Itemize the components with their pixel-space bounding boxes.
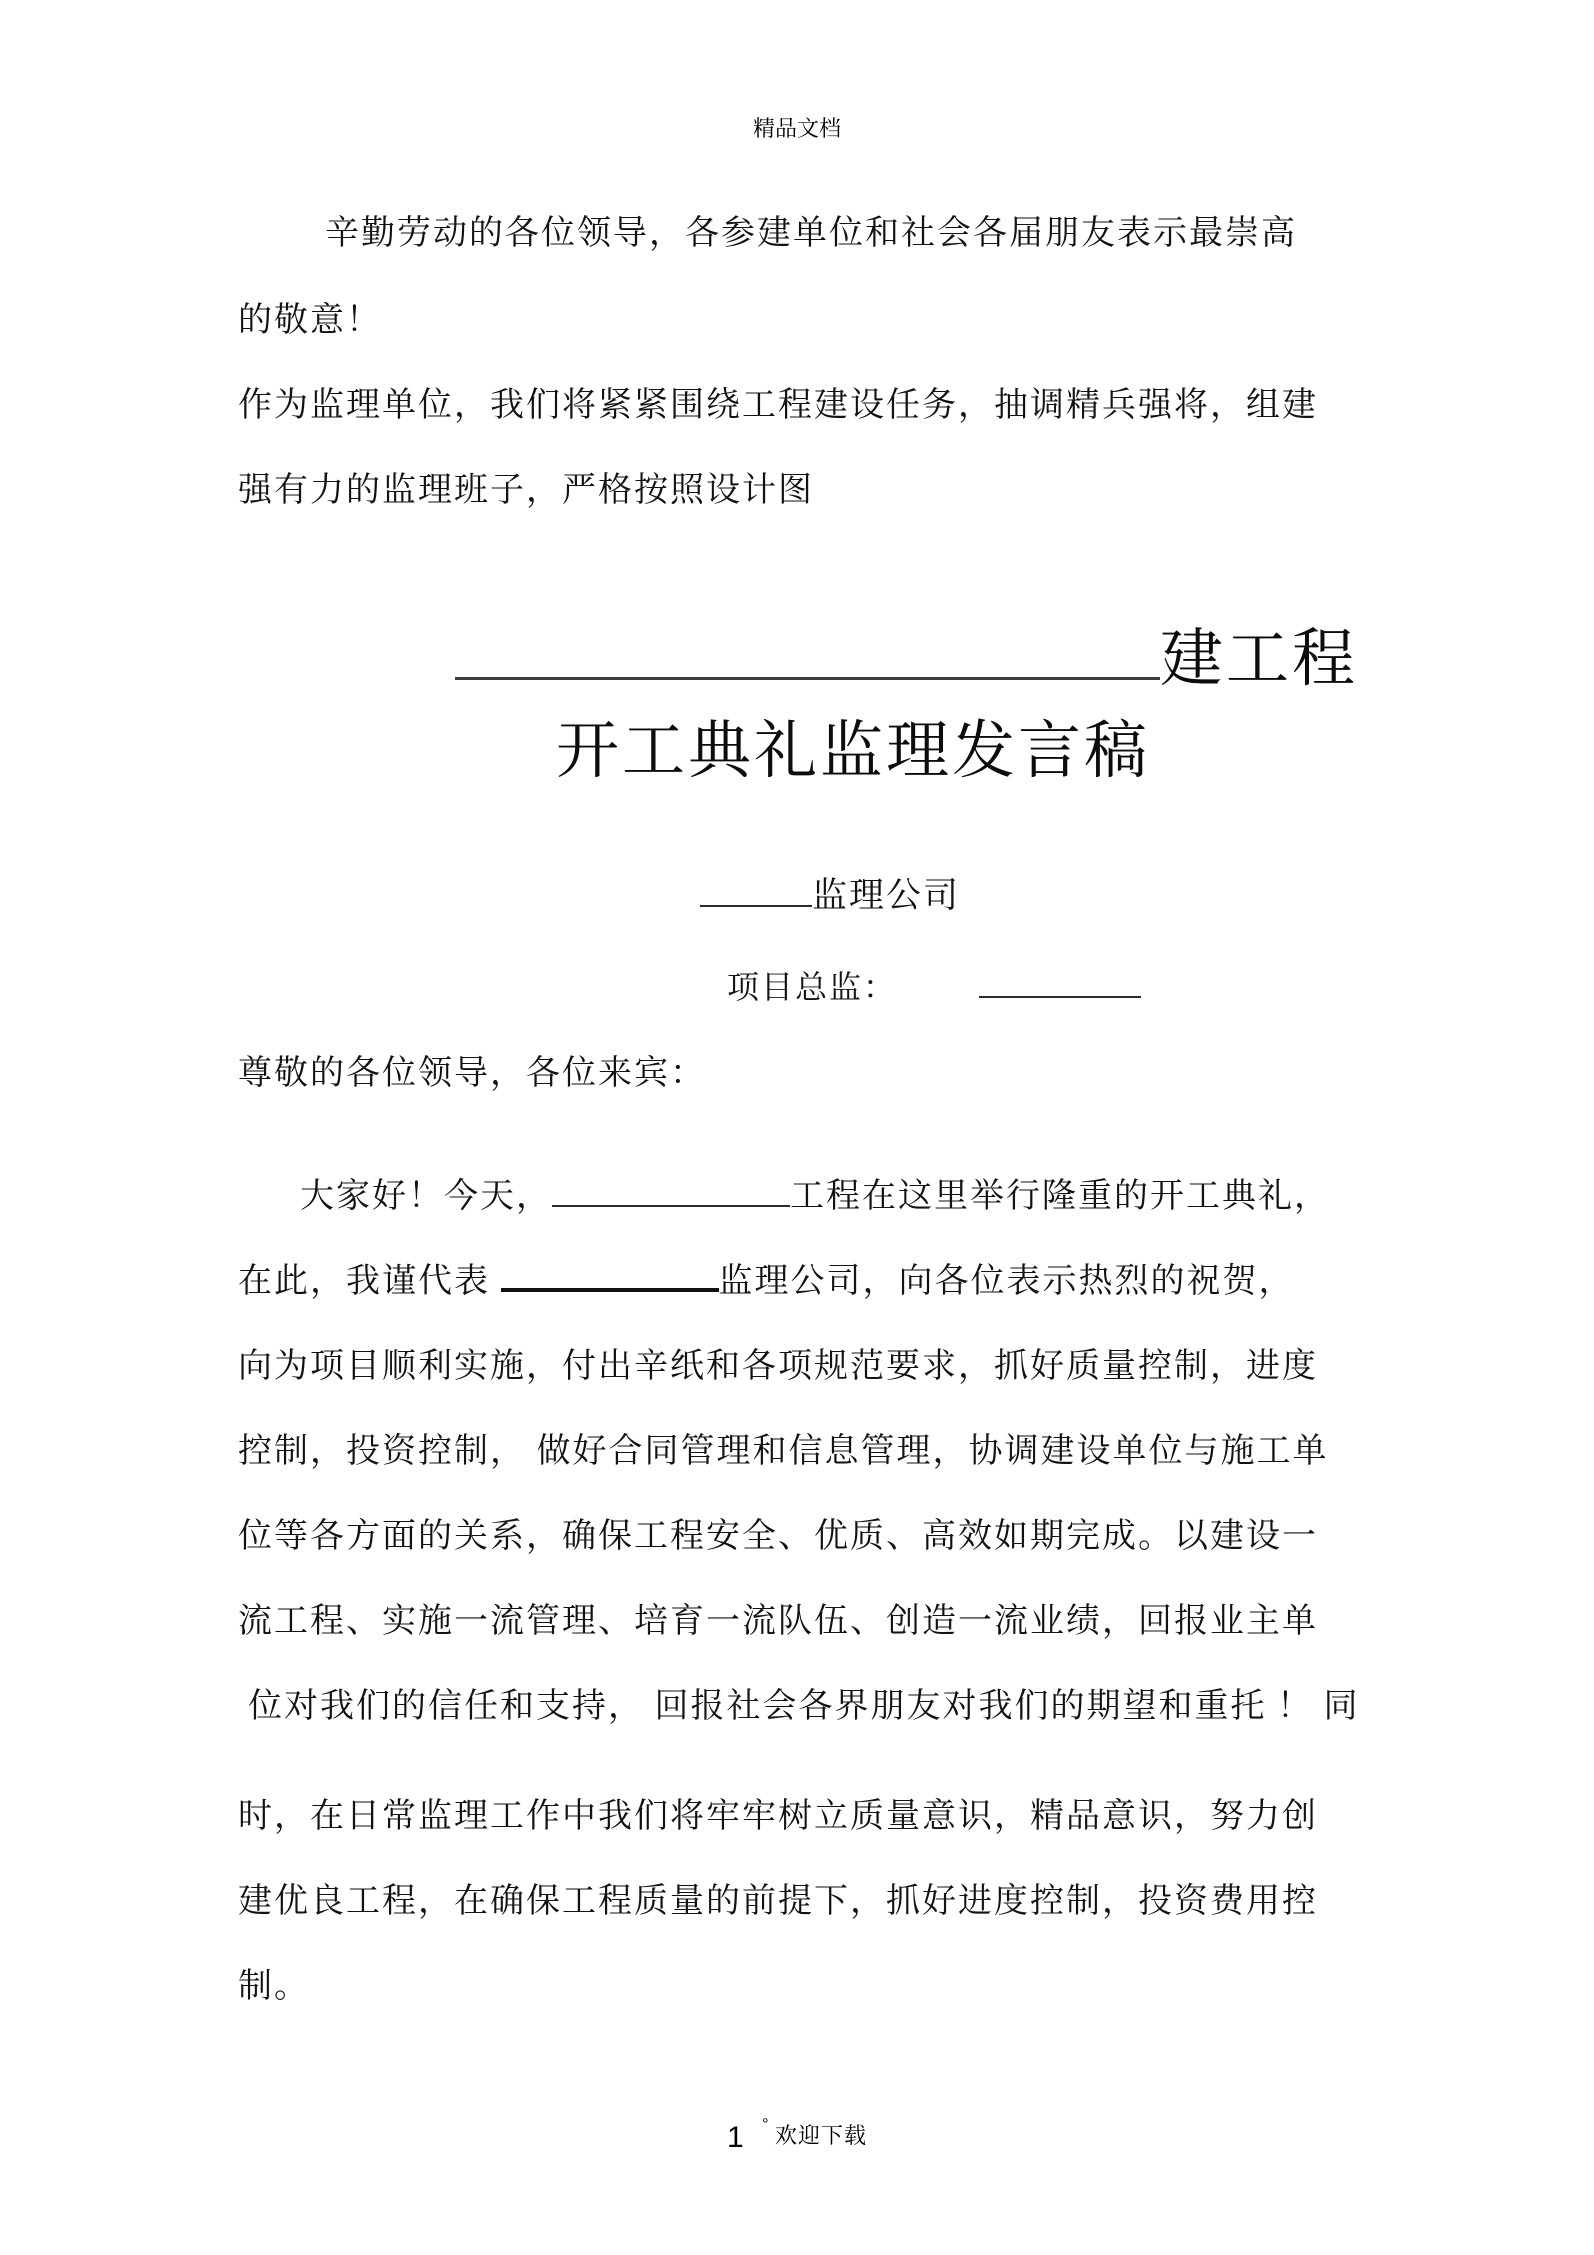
footer-degree-mark: °	[762, 2116, 769, 2133]
project-name-blank	[552, 1199, 790, 1207]
intro-paragraph2-line2: 强有力的监理班子，严格按照设计图	[238, 472, 814, 509]
company-name-blank	[501, 1282, 719, 1292]
speech-line1-post: 工程在这里举行隆重的开工典礼，	[790, 1178, 1330, 1215]
intro-paragraph1-line1: 辛勤劳动的各位领导，各参建单位和社会各届朋友表示最崇高	[325, 215, 1297, 252]
speech-line10: 制。	[238, 1968, 310, 2005]
speech-line1-pre: 大家好！今天，	[300, 1178, 552, 1215]
speech-line4: 控制，投资控制， 做好合同管理和信息管理，协调建设单位与施工单	[238, 1433, 1329, 1470]
director-line	[727, 962, 1141, 1008]
page-number: 1	[726, 2121, 744, 2154]
title-line1-text: 建工程	[1160, 624, 1358, 694]
speech-line8: 时，在日常监理工作中我们将牢牢树立质量意识，精品意识，努力创	[238, 1798, 1318, 1835]
speech-line2-pre: 在此，我谨代表	[238, 1263, 501, 1300]
speech-line5: 位等各方面的关系，确保工程安全、优质、高效如期完成。以建设一	[238, 1518, 1318, 1555]
speech-salutation: 尊敬的各位领导，各位来宾：	[238, 1055, 706, 1092]
intro-paragraph1-line2: 的敬意！	[238, 302, 382, 339]
speech-line6: 流工程、实施一流管理、培育一流队伍、创造一流业绩，回报业主单	[238, 1603, 1318, 1640]
company-name-suffix: 监理公司	[812, 876, 961, 915]
title-blank-underline	[455, 671, 1160, 680]
director-blank-underline	[979, 990, 1141, 998]
intro-paragraph2-line1: 作为监理单位，我们将紧紧围绕工程建设任务，抽调精兵强将，组建	[238, 387, 1318, 424]
document-title-line1	[455, 608, 1358, 699]
speech-line1	[300, 1168, 1330, 1217]
company-blank-underline	[700, 899, 812, 907]
document-badge: 精品文档	[752, 116, 841, 141]
page-footer	[0, 2116, 1594, 2155]
footer-text: 欢迎下载	[774, 2123, 867, 2148]
document-title-line2: 开工典礼监理发言稿	[556, 716, 1150, 786]
speech-line2	[238, 1253, 1295, 1302]
speech-line9: 建优良工程，在确保工程质量的前提下，抓好进度控制，投资费用控	[238, 1883, 1318, 1920]
director-label: 项目总监：	[727, 969, 898, 1005]
speech-line2-post: 监理公司，向各位表示热烈的祝贺，	[718, 1263, 1295, 1300]
speech-line7: 位对我们的信任和支持， 回报社会各界朋友对我们的期望和重托 ！ 同	[248, 1688, 1360, 1725]
company-line	[700, 868, 960, 918]
speech-line3: 向为项目顺利实施，付出辛纸和各项规范要求，抓好质量控制，进度	[238, 1348, 1318, 1385]
